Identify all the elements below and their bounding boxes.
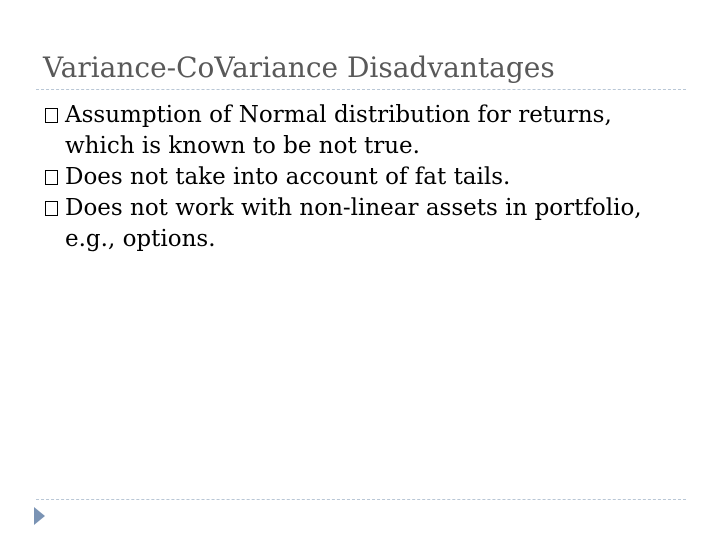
footer-divider — [36, 499, 686, 500]
bullet-text: Does not work with non-linear assets in portfolio, e.g., options. — [65, 195, 642, 252]
bullet-item — [44, 100, 684, 162]
bullet-list — [44, 100, 684, 255]
slide-title: Variance-CoVariance Disadvantages — [43, 51, 555, 84]
bullet-item — [44, 162, 684, 193]
bullet-text: Assumption of Normal distribution for returns, which is known to be not true. — [65, 102, 612, 159]
bullet-item — [44, 193, 684, 255]
bullet-box-icon — [45, 201, 58, 216]
title-divider — [36, 89, 686, 90]
bullet-text: Does not take into account of fat tails. — [65, 164, 511, 190]
bullet-box-icon — [45, 170, 58, 185]
bullet-box-icon — [45, 108, 58, 123]
triangle-right-icon[interactable] — [34, 507, 45, 525]
